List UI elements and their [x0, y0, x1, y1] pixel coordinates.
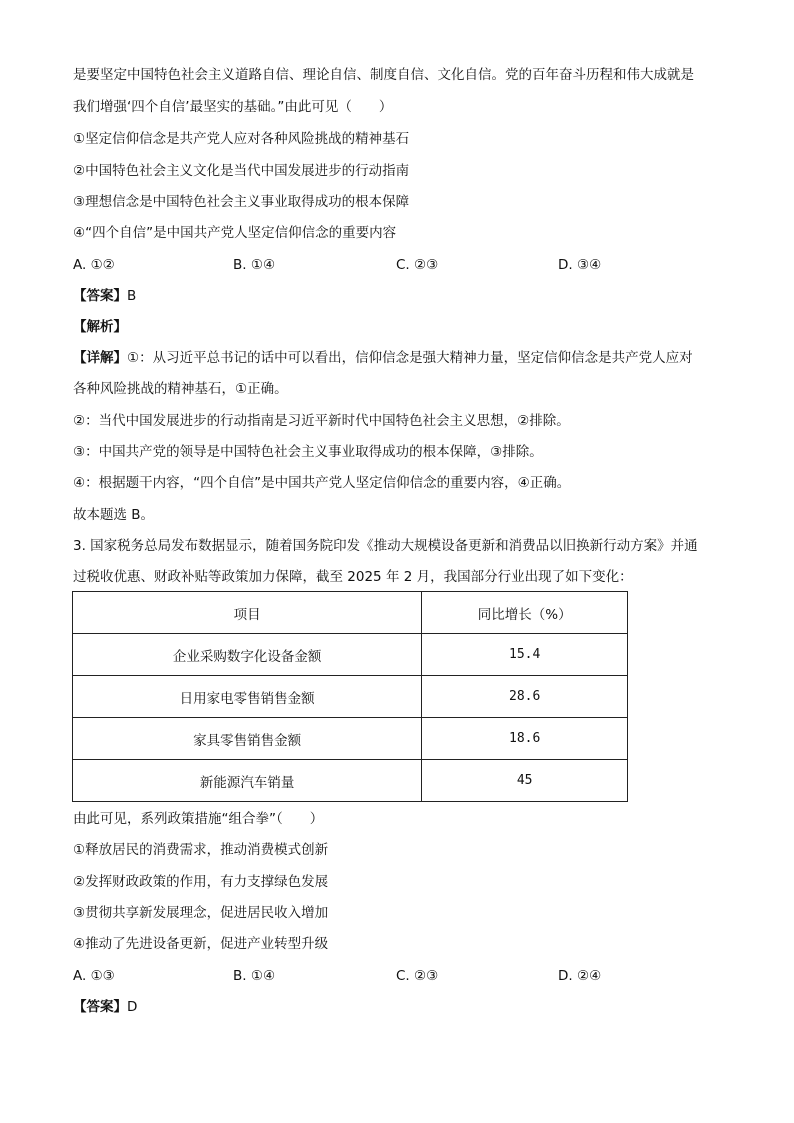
table-header-growth: 同比增长（%） — [422, 592, 628, 634]
q3-option-c: C. ②③ — [396, 968, 439, 984]
q2-answer — [73, 287, 136, 305]
q2-detail-line-1 — [73, 349, 693, 367]
q2-statement-4: ④“四个自信”是中国共产党人坚定信仰信念的重要内容 — [73, 225, 397, 241]
table-row — [73, 718, 628, 760]
q3-statement-4: ④推动了先进设备更新，促进产业转型升级 — [73, 936, 329, 952]
table-cell-value: 18.6 — [422, 718, 628, 760]
q2-detail-line-2: 各种风险挑战的精神基石，①正确。 — [73, 381, 288, 397]
q3-statement-2: ②发挥财政政策的作用，有力支撑绿色发展 — [73, 874, 329, 890]
q2-stem-line-2: 我们增强‘四个自信’最坚实的基础。”由此可见（ ） — [73, 99, 393, 115]
table-row — [73, 634, 628, 676]
table-cell-value: 45 — [422, 760, 628, 802]
q2-conclusion: 故本题选 B。 — [73, 507, 155, 523]
q3-option-b: B. ①④ — [233, 968, 276, 984]
q2-stem-line-1: 是要坚定中国特色社会主义道路自信、理论自信、制度自信、文化自信。党的百年奋斗历程和伟大成就是 — [73, 67, 694, 83]
q2-statement-3: ③理想信念是中国特色社会主义事业取得成功的根本保障 — [73, 194, 410, 210]
q3-data-table — [72, 591, 628, 802]
table-cell-value: 28.6 — [422, 676, 628, 718]
q2-statement-1: ①坚定信仰信念是共产党人应对各种风险挑战的精神基石 — [73, 131, 410, 147]
q3-option-d: D. ②④ — [558, 968, 602, 984]
q3-option-a: A. ①③ — [73, 968, 115, 984]
table-row — [73, 760, 628, 802]
detail-label: 【详解】 — [73, 350, 127, 366]
q3-stem-line-2: 过税收优惠、财政补贴等政策加力保障，截至 2025 年 2 月，我国部分行业出现了如下变化： — [73, 569, 633, 585]
detail-text: ①：从习近平总书记的话中可以看出，信仰信念是强大精神力量，坚定信仰信念是共产党人应对 — [127, 350, 693, 366]
q3-stem-line-1: 3. 国家税务总局发布数据显示，随着国务院印发《推动大规模设备更新和消费品以旧换新行动方案》并通 — [73, 538, 698, 554]
answer-value: D — [127, 999, 138, 1015]
q3-question-line: 由此可见，系列政策措施“组合拳”（ ） — [73, 811, 324, 827]
q2-option-c: C. ②③ — [396, 257, 439, 273]
table-cell-item: 新能源汽车销量 — [73, 760, 422, 802]
q2-option-a: A. ①② — [73, 257, 115, 273]
q3-answer — [73, 998, 137, 1016]
q2-option-d: D. ③④ — [558, 257, 602, 273]
q2-detail-line-5: ④：根据题干内容，“四个自信”是中国共产党人坚定信仰信念的重要内容，④正确。 — [73, 475, 571, 491]
answer-value: B — [127, 288, 137, 304]
answer-label: 【答案】 — [73, 999, 127, 1015]
q2-option-b: B. ①④ — [233, 257, 276, 273]
q2-detail-line-4: ③：中国共产党的领导是中国特色社会主义事业取得成功的根本保障，③排除。 — [73, 444, 543, 460]
table-header-item: 项目 — [73, 592, 422, 634]
table-cell-value: 15.4 — [422, 634, 628, 676]
table-row — [73, 676, 628, 718]
table-cell-item: 日用家电零售销售金额 — [73, 676, 422, 718]
q3-statement-1: ①释放居民的消费需求，推动消费模式创新 — [73, 842, 329, 858]
table-cell-item: 家具零售销售金额 — [73, 718, 422, 760]
q3-statement-3: ③贯彻共享新发展理念，促进居民收入增加 — [73, 905, 329, 921]
table-header-row — [73, 592, 628, 634]
answer-label: 【答案】 — [73, 288, 127, 304]
table-cell-item: 企业采购数字化设备金额 — [73, 634, 422, 676]
q2-analysis-label: 【解析】 — [73, 319, 127, 335]
q2-statement-2: ②中国特色社会主义文化是当代中国发展进步的行动指南 — [73, 163, 410, 179]
q2-detail-line-3: ②：当代中国发展进步的行动指南是习近平新时代中国特色社会主义思想，②排除。 — [73, 413, 570, 429]
